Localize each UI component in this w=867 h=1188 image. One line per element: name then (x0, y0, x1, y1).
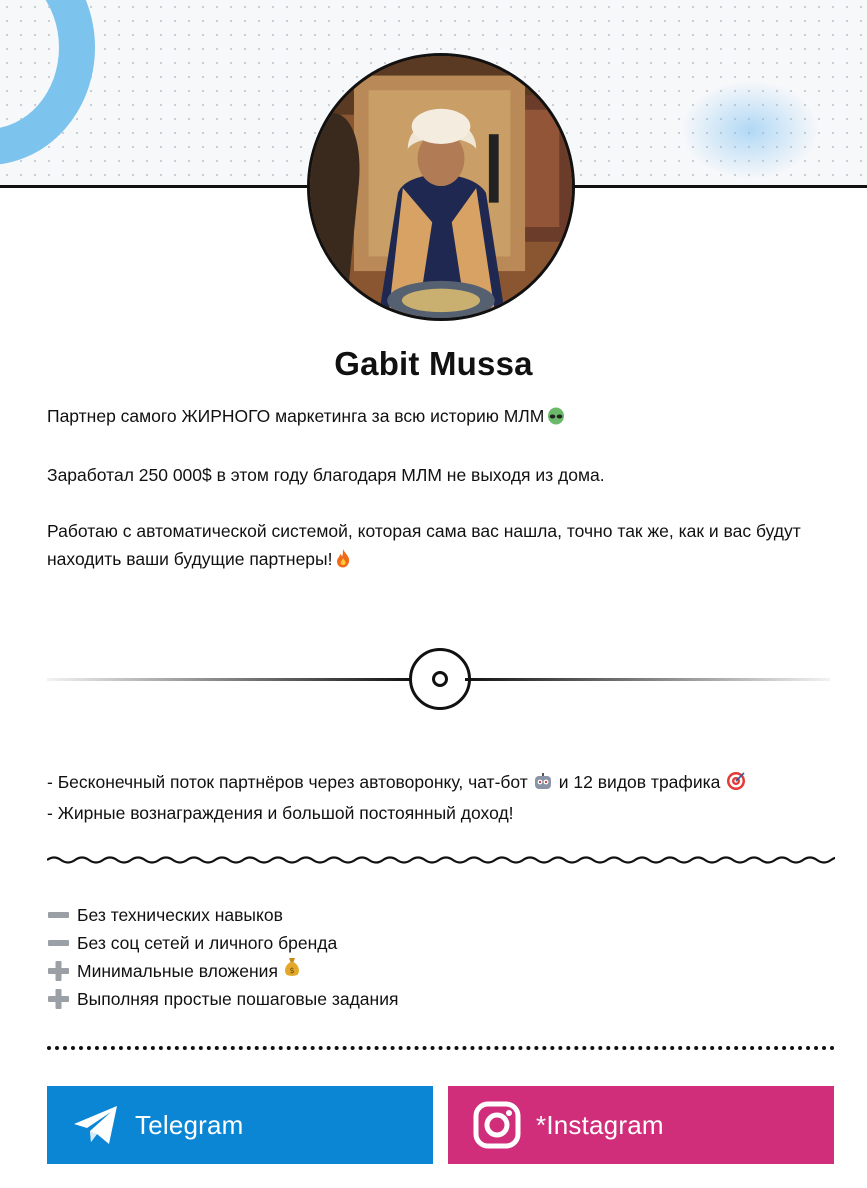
minus-icon (47, 905, 71, 925)
feature-item: - Жирные вознаграждения и большой постоянный доход! (47, 803, 514, 823)
wavy-divider (47, 852, 835, 868)
divider-circle-icon (409, 648, 471, 710)
feature-text: и 12 видов трафика (558, 772, 721, 792)
bio-line-1: Партнер самого ЖИРНОГО маркетинга за всю историю МЛМ (47, 406, 545, 426)
instagram-icon (472, 1100, 522, 1150)
decorative-ring (0, 0, 95, 165)
divider-line-right (465, 678, 830, 681)
pros-item (47, 957, 827, 985)
decorative-glow (680, 80, 820, 180)
divider-line-left (47, 678, 412, 681)
instagram-button-label: *Instagram (536, 1109, 664, 1140)
pros-item-text: Без технических навыков (77, 905, 283, 925)
fire-icon (335, 548, 351, 576)
dotted-divider (47, 1046, 835, 1050)
avatar (307, 53, 575, 321)
feature-text: - Бесконечный поток партнёров через автоворонку, чат-бот (47, 772, 528, 792)
robot-icon (533, 771, 553, 799)
bio-section (47, 402, 827, 576)
paper-plane-icon (71, 1100, 121, 1150)
plus-icon (47, 961, 71, 981)
telegram-button-label: Telegram (135, 1109, 244, 1140)
money-bag-icon (284, 957, 300, 985)
bio-line-2: Заработал 250 000$ в этом году благодаря МЛМ не выходя из дома. (47, 465, 605, 485)
bio-line-3: Работаю с автоматической системой, которая сама вас нашла, точно так же, как и вас будут находить ваши будущие партнеры! (47, 521, 801, 569)
minus-icon (47, 933, 71, 953)
telegram-button[interactable] (47, 1086, 433, 1164)
pros-item (47, 929, 827, 957)
profile-name: Gabit Mussa (334, 345, 533, 382)
alien-icon (547, 405, 565, 433)
section-divider (47, 645, 830, 713)
target-icon (726, 771, 746, 799)
features-list (47, 768, 827, 827)
bio-paragraph (47, 402, 827, 433)
pros-item (47, 985, 827, 1013)
pros-item (47, 901, 827, 929)
feature-item (47, 768, 827, 799)
pros-list (47, 901, 827, 1013)
bio-paragraph (47, 461, 827, 489)
pros-item-text: Минимальные вложения (77, 961, 278, 981)
avatar-photo (310, 56, 572, 318)
pros-item-text: Без соц сетей и личного бренда (77, 933, 338, 953)
bio-paragraph (47, 517, 827, 576)
svg-text:$: $ (289, 966, 295, 975)
pros-item-text: Выполняя простые пошаговые задания (77, 989, 399, 1009)
instagram-button[interactable] (448, 1086, 834, 1164)
plus-icon (47, 989, 71, 1009)
